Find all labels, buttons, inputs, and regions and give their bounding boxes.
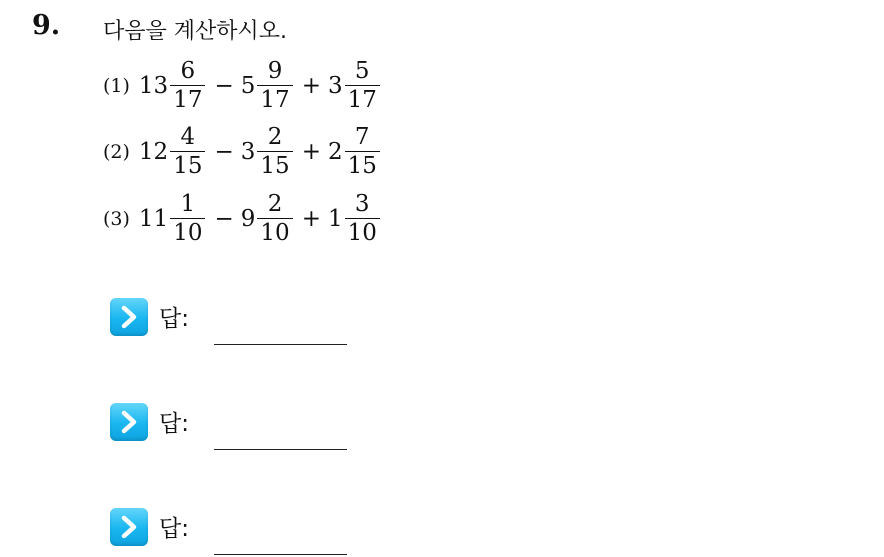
- numerator: 2: [267, 190, 283, 217]
- operator: +: [301, 139, 321, 165]
- whole-part: 3: [327, 73, 343, 99]
- numerator: 3: [354, 190, 370, 217]
- denominator: 10: [347, 220, 377, 247]
- problem-label: (1): [103, 75, 130, 97]
- numerator: 5: [354, 57, 370, 84]
- denominator: 15: [173, 153, 203, 180]
- operator: +: [301, 206, 321, 232]
- whole-part: 1: [327, 206, 343, 232]
- fraction: [345, 57, 380, 114]
- answer-label: 답:: [159, 516, 189, 542]
- numerator: 4: [180, 123, 196, 150]
- denominator: 10: [260, 220, 290, 247]
- problem-label: (2): [103, 141, 130, 163]
- question-prompt: 다음을 계산하시오.: [103, 19, 288, 44]
- fraction: [257, 190, 292, 247]
- denominator: 17: [260, 87, 290, 114]
- answer-blank[interactable]: [214, 449, 347, 450]
- denominator: 15: [347, 153, 377, 180]
- whole-part: 11: [138, 206, 169, 232]
- answer-blank[interactable]: [214, 344, 347, 345]
- whole-part: 9: [240, 206, 256, 232]
- operator: −: [214, 73, 234, 99]
- chevron-right-icon: [110, 298, 148, 336]
- numerator: 6: [180, 57, 196, 84]
- operator: −: [214, 139, 234, 165]
- fraction: [257, 123, 292, 180]
- fraction: [170, 123, 205, 180]
- whole-part: 5: [240, 73, 256, 99]
- problem-label: (3): [103, 208, 130, 230]
- denominator: 17: [173, 87, 203, 114]
- operator: −: [214, 206, 234, 232]
- fraction: [257, 57, 292, 114]
- whole-part: 2: [327, 139, 343, 165]
- operator: +: [301, 73, 321, 99]
- problem-2: [103, 121, 382, 183]
- whole-part: 12: [138, 139, 169, 165]
- numerator: 2: [267, 123, 283, 150]
- chevron-right-icon: [110, 403, 148, 441]
- answer-blank[interactable]: [214, 554, 347, 555]
- denominator: 10: [173, 220, 203, 247]
- question-number: 9.: [32, 10, 61, 41]
- chevron-right-icon: [110, 508, 148, 546]
- numerator: 1: [180, 190, 196, 217]
- answer-label: 답:: [159, 306, 189, 332]
- fraction: [345, 190, 380, 247]
- numerator: 7: [354, 123, 370, 150]
- problem-1: [103, 55, 382, 117]
- denominator: 17: [347, 87, 377, 114]
- fraction: [345, 123, 380, 180]
- whole-part: 3: [240, 139, 256, 165]
- fraction: [170, 57, 205, 114]
- denominator: 15: [260, 153, 290, 180]
- answer-label: 답:: [159, 411, 189, 437]
- numerator: 9: [267, 57, 283, 84]
- fraction: [170, 190, 205, 247]
- problem-3: [103, 188, 382, 250]
- whole-part: 13: [138, 73, 169, 99]
